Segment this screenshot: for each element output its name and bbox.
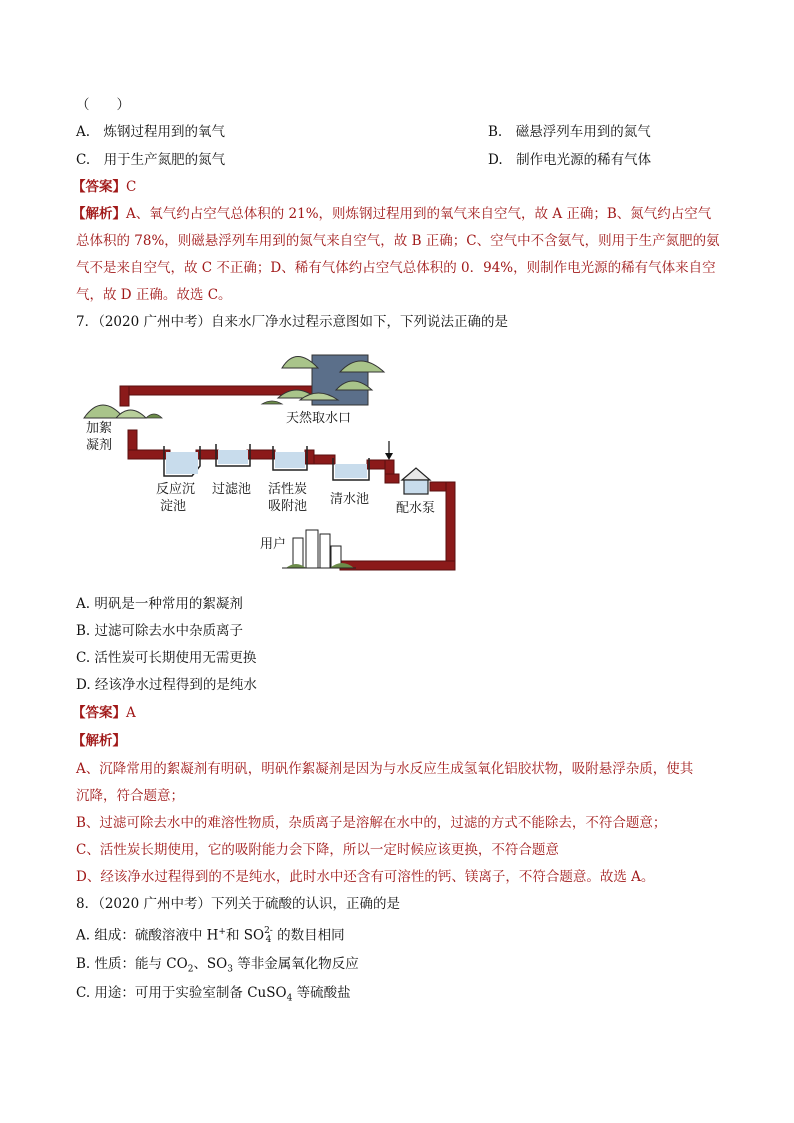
q7-option-b: B. 过滤可除去水中杂质离子 xyxy=(76,623,244,639)
q8-option-b-mid: 、SO xyxy=(193,956,228,972)
coagulant-label-2: 凝剂 xyxy=(86,438,113,453)
carbon-label-2: 吸附池 xyxy=(268,499,308,514)
q6-option-b: B. 磁悬浮列车用到的氮气 xyxy=(488,124,651,140)
q8-option-a-subscript: 4 xyxy=(265,935,272,945)
sedimentation-label-1: 反应沉 xyxy=(156,482,196,497)
q8-option-a-post: 的数目相同 xyxy=(272,927,345,944)
q6-option-d: D. 制作电光源的稀有气体 xyxy=(488,152,652,168)
q8-option-b-post: 等非金属氧化物反应 xyxy=(233,956,359,972)
coagulant-label-1: 加絮 xyxy=(86,421,113,436)
pump-label: 配水泵 xyxy=(396,501,436,516)
q8-option-b-sub2: 3 xyxy=(227,964,233,975)
intake-icon xyxy=(262,355,384,405)
q8-option-b-pre: B. 性质：能与 CO xyxy=(76,956,188,972)
q8-option-c xyxy=(76,983,351,1009)
q6-analysis-line-2: 总体积的 78%，则磁悬浮列车用到的氮气来自空气，故 B 正确；C、空气中不含氨气，则用于生产氮肥的氨 xyxy=(76,233,720,249)
pump-house-icon xyxy=(402,468,430,494)
q7-answer-value: A xyxy=(126,705,136,721)
q7-option-c: C. 活性炭可长期使用无需更换 xyxy=(76,650,257,666)
sedimentation-label-2: 淀池 xyxy=(160,499,187,514)
q6-analysis-line-3: 气不是来自空气，故 C 不正确；D、稀有气体约占空气总体积的 0．94%，则制作电光源的稀有气体来自空 xyxy=(76,260,716,276)
q6-analysis-text-1: A、氧气约占空气总体积的 21%，则炼钢过程用到的氧气来自空气，故 A 正确；B、氮气约占空气 xyxy=(126,206,712,222)
coagulant-icon xyxy=(84,405,162,418)
user-label: 用户 xyxy=(260,537,287,552)
q7-analysis-line-2: 沉降，符合题意； xyxy=(76,788,184,804)
q7-stem: 7．（2020 广州中考）自来水厂净水过程示意图如下，下列说法正确的是 xyxy=(76,314,508,330)
clear-water-tank-icon xyxy=(333,458,369,480)
arrow-down-icon xyxy=(385,441,393,460)
q6-bracket: （ ） xyxy=(76,97,130,113)
q7-answer xyxy=(72,703,136,723)
q8-stem: 8．（2020 广州中考）下列关于硫酸的认识，正确的是 xyxy=(76,896,400,912)
q7-analysis-line-5: D、经该净水过程得到的不是纯水，此时水中还含有可溶性的钙、镁离子，不符合题意。故选 A。 xyxy=(76,869,655,885)
q8-option-c-pre: C. 用途：可用于实验室制备 CuSO xyxy=(76,985,287,1001)
q6-analysis-line-4: 气，故 D 正确。故选 C。 xyxy=(76,287,232,303)
q6-option-c: C. 用于生产氮肥的氮气 xyxy=(76,152,226,168)
carbon-tank-icon xyxy=(273,446,307,470)
q7-answer-tag: 【答案】 xyxy=(72,705,126,721)
q8-option-b xyxy=(76,954,359,980)
intake-label: 天然取水口 xyxy=(286,411,352,426)
q6-answer-value: C xyxy=(126,179,137,195)
q7-analysis-line-1: A、沉降常用的絮凝剂有明矾，明矾作絮凝剂是因为与水反应生成氢氧化铝胶状物，吸附悬浮杂质，使其 xyxy=(76,761,694,777)
q6-answer-tag: 【答案】 xyxy=(72,179,126,195)
q8-option-a-pre: A. 组成：硫酸溶液中 H xyxy=(76,927,219,944)
q8-option-a-ion xyxy=(264,927,273,945)
q7-option-a: A. 明矾是一种常用的絮凝剂 xyxy=(76,596,243,612)
q8-option-a-mid: 和 SO xyxy=(225,927,265,944)
q6-option-a: A. 炼钢过程用到的氧气 xyxy=(76,124,226,140)
carbon-label-1: 活性炭 xyxy=(268,482,308,497)
q7-option-d: D. 经该净水过程得到的是纯水 xyxy=(76,677,257,693)
q8-option-a xyxy=(76,922,345,946)
q7-analysis-tag xyxy=(72,731,126,751)
q7-analysis-line-3: B、过滤可除去水中的难溶性物质，杂质离子是溶解在水中的，过滤的方式不能除去，不符合题意； xyxy=(76,815,667,831)
q7-analysis-line-4: C、活性炭长期使用，它的吸附能力会下降，所以一定时候应该更换，不符合题意 xyxy=(76,842,559,858)
q7-analysis-tag-text: 【解析】 xyxy=(72,733,126,749)
filter-tank-icon xyxy=(216,444,250,466)
q8-option-a-sup1: + xyxy=(218,927,226,937)
filter-label: 过滤池 xyxy=(212,482,252,497)
q8-option-c-post: 等硫酸盐 xyxy=(292,985,351,1001)
q6-analysis-tag: 【解析】 xyxy=(72,206,126,222)
q8-option-b-sub1: 2 xyxy=(187,964,194,975)
clear-water-label: 清水池 xyxy=(330,492,370,507)
q8-option-a-charge: 2- xyxy=(264,926,273,936)
q8-option-c-sub: 4 xyxy=(286,993,293,1004)
